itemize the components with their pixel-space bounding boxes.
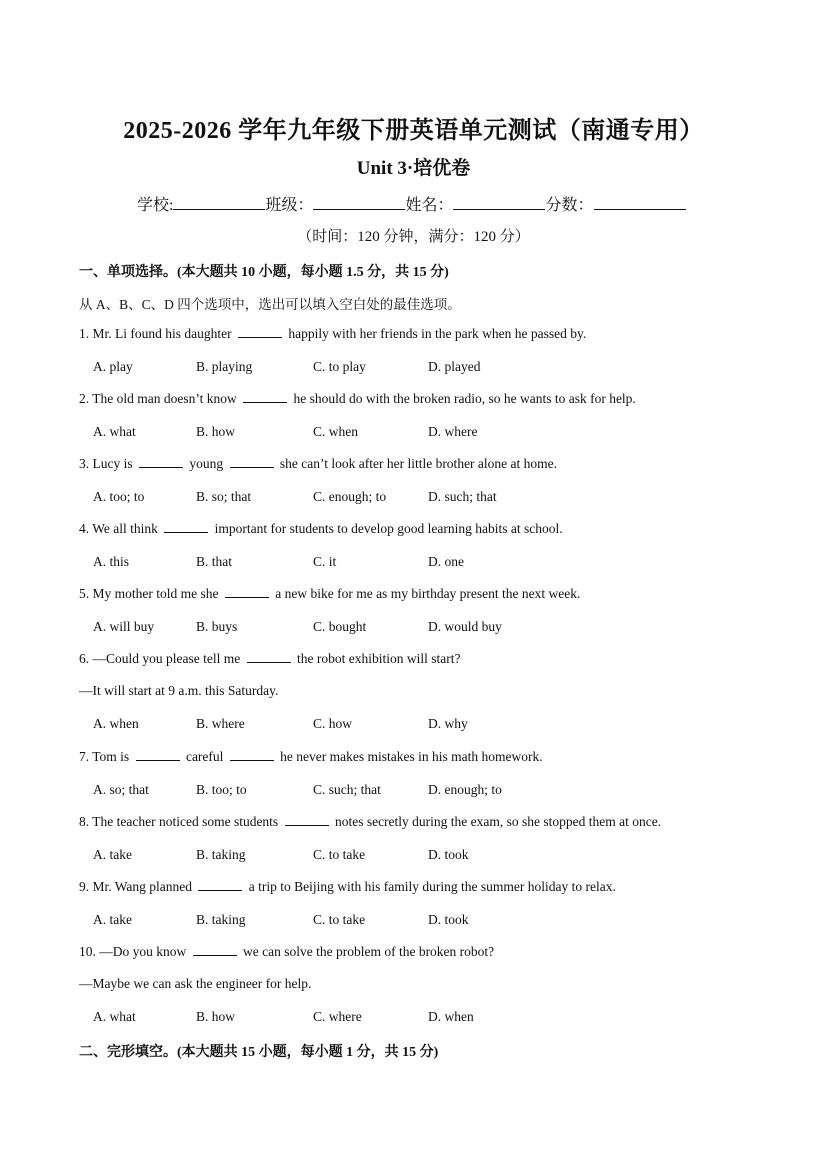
question-text: a trip to Beijing with his family during the summer holiday to relax. bbox=[245, 879, 616, 894]
school-label: 学校: bbox=[137, 197, 174, 214]
question-text: a new bike for me as my birthday present the next week. bbox=[271, 586, 581, 601]
option-c: C. enough; to bbox=[313, 489, 387, 504]
question-text: 9. Mr. Wang planned bbox=[79, 879, 196, 894]
option-c: C. to play bbox=[313, 359, 366, 374]
question-text: important for students to develop good learning habits at school. bbox=[211, 521, 563, 536]
option-b: B. buys bbox=[196, 619, 238, 634]
question-text: 10. —Do you know bbox=[79, 944, 190, 959]
option-d: D. where bbox=[428, 424, 478, 439]
answer-blank bbox=[247, 651, 291, 663]
name-label: 姓名： bbox=[405, 197, 454, 214]
option-c: C. where bbox=[313, 1009, 362, 1024]
section-1-heading: 一、单项选择。(本大题共 10 小题，每小题 1.5 分，共 15 分) bbox=[79, 265, 449, 280]
question-text: she can’t look after her little brother alone at home. bbox=[276, 456, 558, 471]
answer-blank bbox=[285, 814, 329, 826]
option-c: C. to take bbox=[313, 912, 366, 927]
option-c: C. how bbox=[313, 716, 353, 731]
class-label: 班级： bbox=[265, 197, 314, 214]
question-stem bbox=[79, 326, 586, 342]
question-text: young bbox=[186, 456, 227, 471]
option-c: C. such; that bbox=[313, 782, 381, 797]
dialogue-reply: —It will start at 9 a.m. this Saturday. bbox=[79, 683, 279, 698]
question-stem bbox=[79, 521, 563, 537]
option-c: C. it bbox=[313, 554, 337, 569]
section-2-heading: 二、完形填空。(本大题共 15 小题，每小题 1 分，共 15 分) bbox=[79, 1045, 439, 1060]
page-subtitle: Unit 3·培优卷 bbox=[356, 158, 471, 179]
option-b: B. where bbox=[196, 716, 245, 731]
answer-blank bbox=[238, 326, 282, 338]
option-d: D. would buy bbox=[428, 619, 502, 634]
page-title: 2025-2026 学年九年级下册英语单元测试（南通专用） bbox=[123, 118, 704, 144]
question-text: 7. Tom is bbox=[79, 749, 133, 764]
answer-blank bbox=[198, 879, 242, 891]
option-b: B. too; to bbox=[196, 782, 247, 797]
answer-blank bbox=[230, 749, 274, 761]
option-b: B. so; that bbox=[196, 489, 252, 504]
class-blank bbox=[313, 195, 405, 210]
time-info: （时间：120 分钟，满分：120 分） bbox=[297, 229, 530, 245]
option-a: A. take bbox=[93, 847, 132, 862]
answer-blank bbox=[164, 521, 208, 533]
option-d: D. one bbox=[428, 554, 464, 569]
answer-blank bbox=[225, 586, 269, 598]
question-text: notes secretly during the exam, so she stopped them at once. bbox=[331, 814, 662, 829]
question-stem bbox=[79, 651, 460, 667]
option-a: A. too; to bbox=[93, 489, 145, 504]
score-blank bbox=[594, 195, 686, 210]
option-a: A. take bbox=[93, 912, 132, 927]
option-b: B. how bbox=[196, 424, 236, 439]
question-stem bbox=[79, 456, 557, 472]
answer-blank bbox=[139, 456, 183, 468]
option-a: A. what bbox=[93, 424, 136, 439]
option-b: B. taking bbox=[196, 847, 246, 862]
answer-blank bbox=[243, 391, 287, 403]
question-text: he never makes mistakes in his math homework. bbox=[276, 749, 543, 764]
question-text: the robot exhibition will start? bbox=[293, 651, 461, 666]
dialogue-reply: —Maybe we can ask the engineer for help. bbox=[79, 976, 312, 991]
option-d: D. took bbox=[428, 912, 469, 927]
option-a: A. will buy bbox=[93, 619, 155, 634]
option-c: C. to take bbox=[313, 847, 366, 862]
question-stem bbox=[79, 586, 580, 602]
question-text: 3. Lucy is bbox=[79, 456, 136, 471]
question-text: 2. The old man doesn’t know bbox=[79, 391, 241, 406]
option-b: B. playing bbox=[196, 359, 253, 374]
question-text: 6. —Could you please tell me bbox=[79, 651, 244, 666]
question-text: 5. My mother told me she bbox=[79, 586, 222, 601]
name-blank bbox=[453, 195, 545, 210]
option-a: A. when bbox=[93, 716, 139, 731]
question-text: we can solve the problem of the broken robot? bbox=[239, 944, 495, 959]
option-b: B. that bbox=[196, 554, 232, 569]
question-stem bbox=[79, 944, 494, 960]
question-text: happily with her friends in the park when he passed by. bbox=[284, 326, 587, 341]
question-text: careful bbox=[182, 749, 227, 764]
question-text: he should do with the broken radio, so he wants to ask for help. bbox=[290, 391, 636, 406]
question-text: 1. Mr. Li found his daughter bbox=[79, 326, 235, 341]
option-d: D. such; that bbox=[428, 489, 497, 504]
score-label: 分数： bbox=[545, 197, 594, 214]
question-stem bbox=[79, 814, 661, 830]
question-stem bbox=[79, 391, 636, 407]
option-a: A. this bbox=[93, 554, 130, 569]
section-1-instruction: 从 A、B、C、D 四个选项中，选出可以填入空白处的最佳选项。 bbox=[79, 297, 461, 312]
answer-blank bbox=[136, 749, 180, 761]
option-d: D. took bbox=[428, 847, 469, 862]
option-b: B. how bbox=[196, 1009, 236, 1024]
option-a: A. what bbox=[93, 1009, 136, 1024]
answer-blank bbox=[193, 944, 237, 956]
option-a: A. so; that bbox=[93, 782, 149, 797]
student-info-row bbox=[137, 192, 686, 215]
option-d: D. enough; to bbox=[428, 782, 502, 797]
option-b: B. taking bbox=[196, 912, 246, 927]
question-stem bbox=[79, 879, 616, 895]
option-d: D. when bbox=[428, 1009, 474, 1024]
question-text: 4. We all think bbox=[79, 521, 162, 536]
question-stem bbox=[79, 749, 543, 765]
option-d: D. why bbox=[428, 716, 468, 731]
school-blank bbox=[173, 195, 265, 210]
option-d: D. played bbox=[428, 359, 481, 374]
option-c: C. bought bbox=[313, 619, 367, 634]
question-text: 8. The teacher noticed some students bbox=[79, 814, 282, 829]
option-c: C. when bbox=[313, 424, 358, 439]
option-a: A. play bbox=[93, 359, 133, 374]
answer-blank bbox=[230, 456, 274, 468]
